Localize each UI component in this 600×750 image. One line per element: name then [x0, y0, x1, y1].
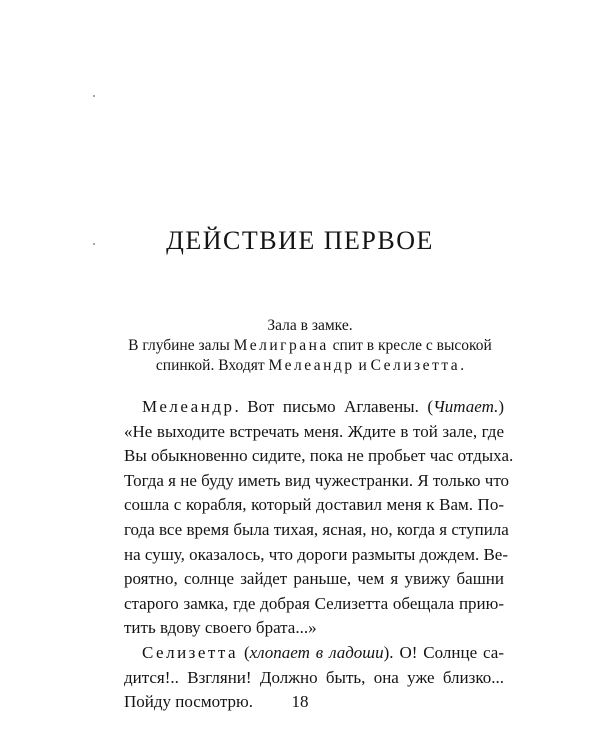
stage-direction-line: В глубине залы Мелиграна спит в кресле с высокой [128, 337, 492, 354]
dialogue-text [124, 395, 514, 715]
stage-direction [100, 316, 520, 376]
text-line: «Не выходите встречать меня. Ждите в той зале, где [124, 421, 504, 441]
text-line: Селизетта (хлопает в ладоши). О! Солнце са- [142, 642, 504, 662]
page-number: 18 [291, 692, 309, 711]
text-line: Вы обыкновенно сидите, пока не пробьет час отдыха. [124, 446, 514, 466]
stage-remark: Читает. [433, 397, 499, 416]
text-line: Мелеандр. Вот письмо Аглавены. (Читает.) [142, 397, 504, 416]
speaker-name: Мелеандр [142, 397, 235, 416]
stage-direction-line: спинкой. Входят Мелеандр и Селизетта. [155, 357, 465, 374]
character-name: Мелеандр [268, 357, 355, 374]
text-line: старого замка, где добрая Селизетта обещала прию- [124, 593, 504, 613]
character-name: Мелиграна [233, 337, 329, 354]
text-line: Тогда я не буду иметь вид чужестранки. Я только что [124, 470, 510, 490]
text-line: тить вдову своего брата...» [124, 618, 317, 638]
text-line: дится!.. Взгляни! Должно быть, она уже близко... [124, 667, 504, 687]
text-line: Пойду посмотрю. [124, 692, 253, 712]
paper-speck [93, 95, 95, 97]
text-line: года все время была тихая, ясная, но, когда я ступила [124, 519, 509, 539]
act-heading: ДЕЙСТВИЕ ПЕРВОЕ [166, 226, 434, 255]
text-line: сошла с корабля, который доставил меня к Вам. По- [124, 495, 504, 515]
stage-direction-line: Зала в замке. [267, 317, 353, 334]
stage-remark: хлопает в ладоши [249, 642, 384, 662]
speaker-name: Селизетта [142, 642, 239, 662]
text-line: роятно, солнце зайдет раньше, чем я увижу башни [124, 569, 504, 589]
text-line: на сушу, оказалось, что дороги размыты дождем. Ве- [124, 544, 509, 564]
character-name: Селизетта [370, 357, 461, 374]
